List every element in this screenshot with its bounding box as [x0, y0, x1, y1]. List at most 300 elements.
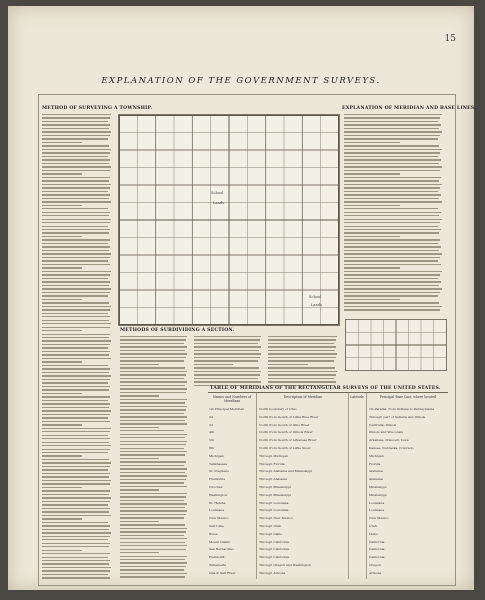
text-line	[120, 406, 187, 407]
text-line	[120, 416, 187, 417]
table-cell: Michigan	[209, 453, 224, 458]
text-line	[42, 389, 109, 390]
text-line	[42, 358, 111, 359]
text-line	[42, 421, 110, 422]
table-cell: Michigan	[369, 453, 384, 458]
text-line	[120, 542, 185, 543]
text-line	[120, 399, 187, 400]
text-block-subdividing-2	[194, 336, 264, 388]
text-line	[268, 374, 336, 375]
table-cell: Choctaw	[209, 485, 223, 489]
text-line	[42, 536, 110, 537]
text-line	[120, 346, 187, 347]
table-cell: New Mexico	[369, 516, 389, 521]
table-cell: California	[369, 539, 385, 544]
text-line	[42, 222, 110, 223]
text-line	[42, 243, 108, 244]
text-line	[344, 299, 400, 300]
text-line	[42, 574, 108, 575]
text-line	[42, 295, 108, 296]
text-line	[120, 486, 187, 487]
text-line	[42, 449, 110, 450]
text-line	[42, 476, 109, 477]
text-line	[194, 336, 261, 337]
text-line	[42, 212, 110, 213]
text-line	[42, 361, 82, 362]
text-line	[42, 340, 111, 341]
text-line	[120, 350, 185, 351]
text-line	[42, 497, 111, 498]
text-line	[42, 525, 110, 526]
text-line	[120, 444, 186, 445]
text-line	[344, 239, 440, 240]
text-line	[42, 124, 110, 125]
table-cell: Boise	[209, 531, 218, 536]
text-line	[120, 569, 184, 570]
table-cell: Louisiana	[369, 508, 385, 513]
text-line	[42, 487, 82, 488]
table-cell: Through Mississippi	[259, 492, 291, 497]
text-line	[194, 339, 260, 340]
text-line	[42, 152, 110, 153]
table-cell: Arizona	[369, 570, 382, 575]
text-line	[344, 219, 442, 220]
text-line	[42, 424, 82, 425]
text-line	[344, 246, 441, 247]
table-cell: California	[369, 555, 385, 560]
text-line	[42, 313, 108, 314]
text-line	[344, 257, 440, 258]
text-line	[120, 479, 186, 480]
text-line	[344, 142, 400, 143]
text-line	[42, 570, 110, 571]
text-line	[120, 549, 186, 550]
table-cell: North from mouth of Ohio River	[259, 422, 310, 427]
text-line	[42, 246, 110, 247]
text-line	[42, 180, 109, 181]
text-line	[42, 117, 110, 118]
page-number: 15	[444, 34, 456, 44]
text-line	[42, 452, 108, 453]
township-plat-diagram	[118, 114, 340, 326]
text-line	[42, 285, 109, 286]
text-line	[120, 413, 184, 414]
text-line	[194, 371, 261, 372]
text-line	[194, 364, 233, 365]
text-line	[344, 288, 442, 289]
text-line	[42, 257, 110, 258]
table-cell: Through Idaho	[259, 531, 283, 536]
text-line	[344, 302, 439, 303]
text-line	[42, 557, 108, 558]
text-line	[268, 367, 335, 368]
text-line	[42, 159, 110, 160]
text-line	[42, 386, 110, 387]
text-line	[42, 400, 108, 401]
text-line	[344, 215, 439, 216]
text-line	[42, 330, 82, 331]
text-line	[120, 364, 159, 365]
text-line	[344, 173, 400, 174]
text-line	[42, 337, 109, 338]
text-line	[42, 170, 110, 171]
text-line	[344, 309, 440, 310]
text-line	[344, 208, 438, 209]
text-line	[344, 198, 439, 199]
table-row	[208, 569, 448, 577]
text-line	[42, 232, 109, 233]
text-block-meridian	[344, 114, 446, 314]
table-cell: St. Helena	[209, 500, 226, 505]
text-line	[42, 473, 110, 474]
text-line	[344, 271, 442, 272]
table-cell: Through New Mexico	[259, 516, 293, 521]
table-cell: Through part of Indiana and Illinois	[369, 414, 426, 419]
table-cell: Salt Lake	[209, 524, 224, 528]
text-line	[120, 531, 186, 532]
text-line	[120, 475, 187, 476]
table-header-description: Description of Meridian	[283, 395, 323, 399]
text-line	[120, 434, 187, 435]
text-line	[120, 336, 187, 337]
table-cell: St. Stephens	[209, 469, 229, 474]
text-line	[344, 264, 441, 265]
text-line	[42, 177, 110, 178]
text-line	[42, 375, 111, 376]
text-line	[42, 522, 108, 523]
text-line	[42, 382, 108, 383]
text-line	[344, 191, 438, 192]
page-title: EXPLANATION OF THE GOVERNMENT SURVEYS.	[101, 76, 381, 86]
text-line	[42, 577, 110, 578]
table-cell: Through Florida	[259, 461, 285, 466]
plat-label-school-2: School	[309, 295, 322, 299]
text-line	[42, 250, 109, 251]
text-line	[42, 410, 111, 411]
table-cell: 6th	[209, 446, 215, 450]
text-line	[42, 281, 110, 282]
table-header-name: Names and Numbers of Meridians	[212, 395, 252, 403]
text-line	[42, 302, 109, 303]
table-cell: Louisiana	[209, 508, 225, 513]
text-line	[42, 131, 111, 132]
text-line	[268, 357, 336, 358]
plat-label-lands: Lands	[213, 201, 224, 205]
text-line	[344, 229, 441, 230]
meridians-table	[208, 392, 448, 579]
text-line	[344, 184, 442, 185]
text-block-subdividing-3	[268, 336, 340, 388]
table-cell: Alabama	[369, 477, 383, 482]
text-line	[42, 201, 111, 202]
table-cell: Through Oregon and Washington	[259, 563, 312, 567]
table-cell: Mount Diablo	[209, 539, 231, 544]
plat-grid	[119, 115, 339, 325]
text-line	[42, 563, 109, 564]
text-line	[42, 372, 109, 373]
text-line	[42, 567, 111, 568]
text-line	[42, 236, 82, 237]
text-line	[120, 517, 184, 518]
table-cell: Through California	[259, 539, 289, 544]
text-line	[42, 253, 111, 254]
text-line	[344, 285, 439, 286]
text-line	[120, 500, 184, 501]
text-line	[42, 191, 108, 192]
text-line	[42, 267, 82, 268]
section-title-table: TABLE OF MERIDIANS OF THE RECTANGULAR SURVEYS OF THE UNITED STATES.	[210, 386, 441, 391]
text-line	[120, 367, 185, 368]
text-line	[42, 354, 109, 355]
text-line	[120, 465, 184, 466]
text-line	[120, 514, 186, 515]
text-line	[42, 198, 109, 199]
table-cell: Centralia, Illinois	[369, 422, 397, 427]
text-line	[42, 480, 111, 481]
section-title-surveying: METHOD OF SURVEYING A TOWNSHIP.	[42, 106, 153, 111]
text-line	[194, 367, 259, 368]
text-line	[42, 546, 109, 547]
table-cell: Through Louisiana	[259, 500, 289, 505]
text-line	[42, 459, 109, 460]
table-cell: Humboldt	[209, 555, 225, 560]
text-line	[344, 306, 442, 307]
text-line	[42, 504, 108, 505]
text-line	[344, 163, 439, 164]
atlas-page	[8, 6, 474, 590]
table-cell: North from mouth of Little Blue River	[259, 414, 319, 419]
text-line	[42, 187, 110, 188]
text-line	[42, 239, 110, 240]
text-line	[344, 156, 438, 157]
text-line	[42, 407, 109, 408]
text-line	[42, 347, 108, 348]
text-line	[42, 483, 110, 484]
text-line	[42, 438, 110, 439]
text-line	[42, 414, 110, 415]
text-line	[42, 553, 110, 554]
text-line	[344, 253, 442, 254]
text-line	[194, 353, 261, 354]
text-line	[42, 306, 111, 307]
text-line	[344, 177, 441, 178]
table-cell: Kansas, Nebraska, Colorado	[369, 446, 414, 450]
text-line	[344, 236, 400, 237]
table-cell: Through Alabama and Mississippi	[259, 469, 313, 474]
table-cell: Mississippi	[369, 485, 387, 489]
text-line	[42, 417, 108, 418]
text-line	[42, 320, 109, 321]
text-line	[268, 371, 337, 372]
text-line	[344, 201, 442, 202]
text-line	[120, 392, 186, 393]
text-line	[344, 131, 442, 132]
text-line	[344, 180, 439, 181]
text-line	[194, 378, 258, 379]
table-cell: Through California	[259, 547, 289, 552]
text-line	[194, 346, 261, 347]
table-cell: On Parallel, from Indiana to Pennsylvania	[369, 407, 435, 411]
text-line	[120, 524, 185, 525]
text-line	[42, 508, 110, 509]
text-line	[42, 299, 82, 300]
text-line	[42, 274, 110, 275]
text-line	[120, 493, 187, 494]
table-cell: Mississippi	[369, 492, 387, 497]
table-cell: Through Michigan	[259, 453, 289, 458]
text-line	[268, 336, 337, 337]
text-line	[42, 264, 110, 265]
text-line	[42, 532, 111, 533]
text-line	[344, 194, 441, 195]
text-line	[42, 215, 109, 216]
text-line	[344, 138, 438, 139]
text-line	[344, 187, 440, 188]
text-line	[42, 166, 111, 167]
text-line	[194, 350, 259, 351]
text-line	[42, 560, 110, 561]
text-line	[268, 360, 334, 361]
text-line	[344, 152, 440, 153]
text-line	[42, 128, 109, 129]
text-line	[120, 448, 184, 449]
text-line	[268, 381, 336, 382]
text-line	[120, 552, 159, 553]
table-cell: North from mouth of Arkansas River	[259, 438, 317, 443]
text-line	[42, 309, 110, 310]
text-line	[42, 494, 109, 495]
text-line	[344, 124, 441, 125]
text-line	[344, 274, 440, 275]
text-line	[42, 226, 108, 227]
text-block-subdividing-1	[120, 336, 190, 582]
text-line	[42, 163, 109, 164]
text-line	[344, 260, 438, 261]
text-line	[42, 138, 108, 139]
text-line	[120, 507, 185, 508]
text-line	[268, 364, 308, 365]
text-line	[120, 339, 186, 340]
text-line	[120, 388, 187, 389]
text-line	[344, 159, 441, 160]
text-line	[120, 472, 185, 473]
text-line	[42, 278, 108, 279]
text-line	[194, 360, 258, 361]
text-line	[42, 344, 110, 345]
text-line	[268, 350, 335, 351]
table-cell: Through Arizona	[259, 570, 286, 575]
text-line	[42, 529, 109, 530]
text-line	[120, 343, 184, 344]
text-line	[268, 346, 336, 347]
text-line	[344, 205, 400, 206]
table-cell: California	[369, 547, 385, 552]
text-line	[120, 395, 159, 396]
text-line	[120, 402, 185, 403]
text-line	[120, 535, 184, 536]
text-line	[344, 226, 438, 227]
text-line	[120, 451, 187, 452]
text-line	[42, 260, 108, 261]
table-cell: Through Alabama	[259, 477, 288, 482]
text-line	[42, 229, 110, 230]
text-line	[42, 501, 110, 502]
text-line	[42, 316, 110, 317]
text-line	[120, 489, 159, 490]
text-line	[344, 281, 441, 282]
text-line	[344, 166, 442, 167]
text-line	[42, 435, 108, 436]
table-cell: Utah	[369, 524, 377, 528]
table-cell: San Bernardino	[209, 547, 234, 552]
text-line	[42, 518, 82, 519]
text-line	[42, 403, 110, 404]
text-line	[120, 423, 187, 424]
text-line	[268, 339, 336, 340]
text-line	[42, 271, 111, 272]
table-cell: 3d	[209, 422, 213, 427]
meridian-diagram	[345, 319, 447, 371]
text-line	[120, 559, 185, 560]
text-line	[120, 528, 187, 529]
text-line	[120, 538, 187, 539]
text-line	[42, 365, 108, 366]
text-line	[344, 222, 440, 223]
text-line	[120, 409, 186, 410]
text-line	[42, 173, 82, 174]
text-line	[344, 121, 438, 122]
text-line	[120, 496, 186, 497]
text-line	[120, 420, 185, 421]
text-line	[344, 267, 400, 268]
text-line	[42, 219, 111, 220]
text-line	[120, 357, 186, 358]
table-cell: 1st Principal Meridian	[209, 407, 245, 411]
section-title-subdividing: METHODS OF SUBDIVIDING A SECTION.	[120, 328, 235, 333]
text-line	[42, 288, 111, 289]
table-cell: Through Utah	[259, 524, 282, 528]
text-line	[120, 441, 187, 442]
text-line	[120, 371, 187, 372]
text-line	[42, 135, 110, 136]
table-cell: Through Mississippi	[259, 485, 291, 489]
text-line	[42, 469, 108, 470]
text-line	[194, 343, 258, 344]
text-line	[42, 379, 110, 380]
text-line	[344, 250, 439, 251]
text-line	[344, 114, 442, 115]
text-line	[194, 381, 261, 382]
text-line	[120, 353, 187, 354]
text-line	[120, 562, 187, 563]
text-line	[120, 521, 159, 522]
text-line	[120, 437, 185, 438]
text-line	[120, 427, 159, 428]
table-cell: Washington	[209, 492, 228, 497]
text-line	[344, 170, 440, 171]
table-cell: Florida	[369, 461, 381, 466]
text-line	[120, 430, 184, 431]
text-line	[120, 573, 187, 574]
text-line	[42, 208, 108, 209]
text-line	[42, 292, 110, 293]
text-line	[344, 149, 442, 150]
table-cell: New Mexico	[209, 516, 229, 521]
table-cell: Arkansas, Missouri, Iowa	[369, 438, 409, 443]
text-line	[120, 461, 186, 462]
text-line	[42, 466, 110, 467]
table-cell: Tallahassee	[209, 461, 228, 466]
